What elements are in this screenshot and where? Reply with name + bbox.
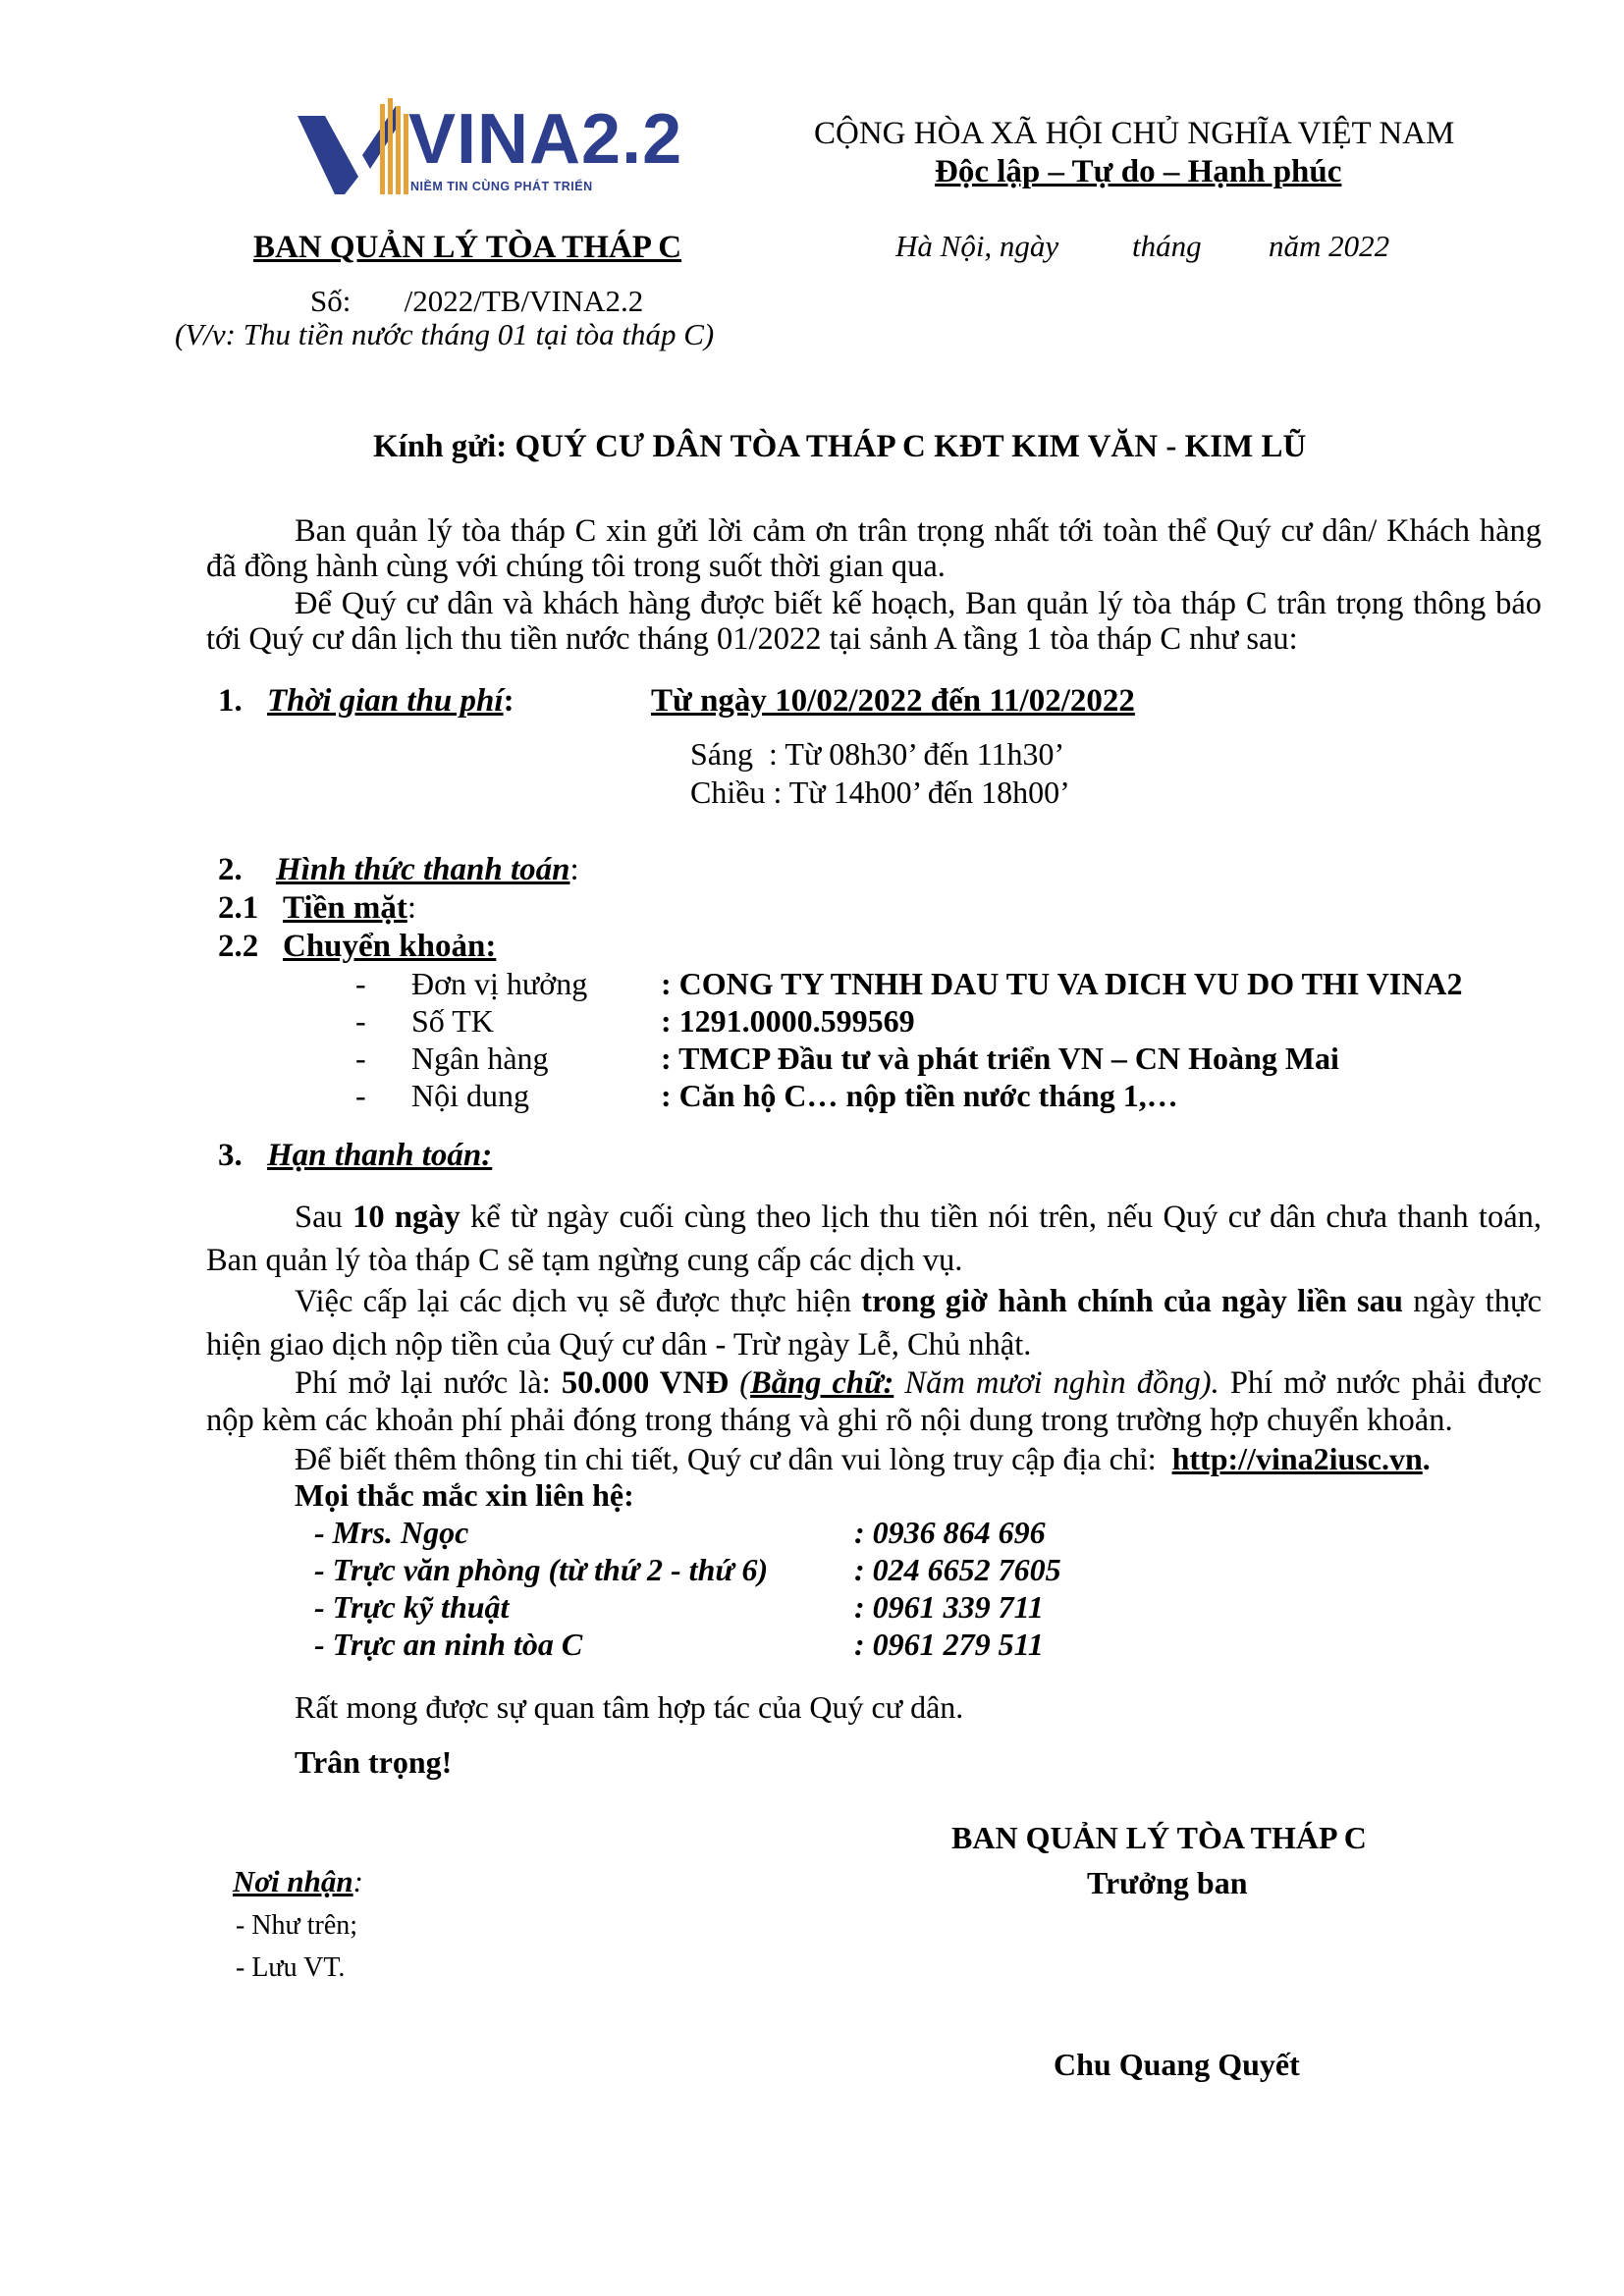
closing-regards: Trân trọng! — [295, 1744, 453, 1780]
afternoon-hours: Chiều : Từ 14h00’ đến 18h00’ — [690, 774, 1070, 810]
section-1-colon: : — [503, 683, 514, 719]
info-line — [295, 1440, 1431, 1477]
bank-row-label: Đơn vị hưởng — [411, 966, 588, 1001]
contact-name: - Trực kỹ thuật — [314, 1589, 510, 1625]
document-number: Số: /2022/TB/VINA2.2 — [310, 284, 644, 318]
reconnect-text-a: Việc cấp lại các dịch vụ sẽ được thực hiện — [295, 1284, 862, 1319]
recipient-line — [373, 427, 1306, 466]
contact-phone: : 0961 279 511 — [854, 1627, 1044, 1662]
recipient-item: - Lưu VT. — [236, 1952, 346, 1983]
date-year: năm 2022 — [1269, 229, 1390, 263]
info-period: . — [1422, 1441, 1431, 1476]
recipients-label: Nơi nhận — [233, 1864, 353, 1898]
date-month: tháng — [1132, 229, 1202, 263]
section-2-colon: : — [569, 852, 579, 887]
section-2-title: Hình thức thanh toán — [276, 852, 570, 887]
bank-row-dash: - — [355, 1003, 366, 1039]
date-place: Hà Nội, ngày — [895, 229, 1059, 263]
bank-row-value: : 1291.0000.599569 — [661, 1003, 915, 1039]
reconnect-paragraph — [206, 1280, 1542, 1366]
recipient-label: Kính gửi: — [373, 429, 508, 464]
logo-wordmark: VINA2.2 — [408, 100, 683, 179]
deadline-days: 10 ngày — [352, 1200, 460, 1235]
bank-row-value: : Căn hộ C… nộp tiền nước tháng 1,… — [661, 1078, 1178, 1113]
national-title: CỘNG HÒA XÃ HỘI CHỦ NGHĨA VIỆT NAM — [814, 116, 1455, 151]
fee-paren: ( — [729, 1365, 751, 1401]
section-2-heading — [276, 850, 579, 889]
bank-row-value: : TMCP Đầu tư và phát triển VN – CN Hoàng Mai — [661, 1041, 1339, 1076]
cash-colon: : — [406, 890, 416, 926]
fee-amount: 50.000 VNĐ — [561, 1365, 730, 1401]
contact-name: - Trực văn phòng (từ thứ 2 - thứ 6) — [314, 1552, 769, 1587]
contact-phone: : 0936 864 696 — [854, 1515, 1046, 1550]
bank-row-label: Số TK — [411, 1003, 494, 1039]
fee-text-a: Phí mở lại nước là: — [295, 1365, 562, 1401]
fee-words: Năm mươi nghìn đồng). — [893, 1365, 1219, 1401]
signature-org: BAN QUẢN LÝ TÒA THÁP C — [951, 1820, 1367, 1855]
contact-phone: : 0961 339 711 — [854, 1589, 1044, 1625]
bank-row-dash: - — [355, 1041, 366, 1076]
recipients-colon: : — [352, 1864, 363, 1898]
section-2-number: 2. — [218, 852, 243, 887]
deadline-text-b: kể từ ngày cuối cùng theo lịch thu tiền nói trên, nếu Quý cư dân chưa thanh toán, Ban quản lý tòa tháp C sẽ tạm ngừng cung cấp các dịch vụ. — [206, 1200, 1543, 1278]
transfer-number: 2.2 — [218, 929, 259, 964]
recipient-item: - Như trên; — [236, 1910, 358, 1941]
deadline-paragraph — [206, 1196, 1542, 1282]
bank-row-value: : CONG TY TNHH DAU TU VA DICH VU DO THI VINA2 — [661, 966, 1463, 1001]
section-1-heading — [267, 681, 514, 721]
section-3-title: Hạn thanh toán: — [267, 1138, 493, 1173]
document-subject: (V/v: Thu tiền nước tháng 01 tại tòa tháp C) — [175, 317, 715, 351]
section-1-title: Thời gian thu phí — [267, 683, 504, 719]
morning-hours: Sáng : Từ 08h30’ đến 11h30’ — [690, 736, 1065, 772]
contact-name: - Trực an ninh tòa C — [314, 1627, 583, 1662]
info-text: Để biết thêm thông tin chi tiết, Quý cư dân vui lòng truy cập địa chỉ: — [295, 1441, 1172, 1476]
signature-role: Trưởng ban — [1087, 1865, 1248, 1900]
bank-row-label: Nội dung — [411, 1078, 529, 1113]
intro-paragraph-1: Ban quản lý tòa tháp C xin gửi lời cảm ơn trân trọng nhất tới toàn thể Quý cư dân/ Khách hàng đã đồng hành cùng với chúng tôi trong suốt thời gian qua. — [206, 513, 1542, 584]
cash-label: Tiền mặt — [283, 890, 407, 926]
closing-line: Rất mong được sự quan tâm hợp tác của Quý cư dân. — [295, 1689, 964, 1725]
collection-date-range: Từ ngày 10/02/2022 đến 11/02/2022 — [651, 683, 1135, 719]
bank-row-dash: - — [355, 1078, 366, 1113]
deadline-text-a: Sau — [295, 1200, 353, 1235]
transfer-label: Chuyển khoản: — [283, 929, 497, 964]
reconnect-time: trong giờ hành chính của ngày liền sau — [861, 1284, 1403, 1319]
website-link[interactable]: http://vina2iusc.vn — [1171, 1441, 1423, 1476]
org-name: BAN QUẢN LÝ TÒA THÁP C — [253, 230, 682, 265]
contact-name: - Mrs. Ngọc — [314, 1515, 469, 1550]
section-1-number: 1. — [218, 683, 243, 719]
contacts-heading: Mọi thắc mắc xin liên hệ: — [295, 1477, 634, 1513]
national-motto: Độc lập – Tự do – Hạnh phúc — [935, 154, 1342, 189]
recipients-heading — [233, 1863, 363, 1900]
fee-text-b: Phí mở nước phải được nộp kèm các khoản phí phải đóng trong tháng và ghi rõ nội dung trong trường hợp chuyển khoản. — [206, 1365, 1543, 1438]
reconnect-text-b: ngày thực hiện giao dịch nộp tiền của Quý cư dân - Trừ ngày Lễ, Chủ nhật. — [206, 1284, 1542, 1362]
fee-paragraph — [206, 1364, 1542, 1439]
fee-words-label: Bằng chữ: — [750, 1365, 894, 1401]
bank-row-dash: - — [355, 966, 366, 1001]
contact-phone: : 024 6652 7605 — [854, 1552, 1061, 1587]
signer-name: Chu Quang Quyết — [1054, 2047, 1300, 2082]
intro-paragraph-2: Để Quý cư dân và khách hàng được biết kế hoạch, Ban quản lý tòa tháp C trân trọng thông báo tới Quý cư dân lịch thu tiền nước tháng 01/2022 tại sảnh A tầng 1 tòa tháp C như sau: — [206, 586, 1542, 657]
logo-slogan: NIỀM TIN CÙNG PHÁT TRIỂN — [410, 180, 593, 193]
recipient-value: QUÝ CƯ DÂN TÒA THÁP C KĐT KIM VĂN - KIM LŨ — [514, 429, 1307, 464]
section-3-number: 3. — [218, 1138, 243, 1173]
cash-heading — [283, 888, 416, 928]
bank-row-label: Ngân hàng — [411, 1041, 549, 1076]
vina-logo-icon — [298, 96, 425, 194]
cash-number: 2.1 — [218, 890, 259, 926]
